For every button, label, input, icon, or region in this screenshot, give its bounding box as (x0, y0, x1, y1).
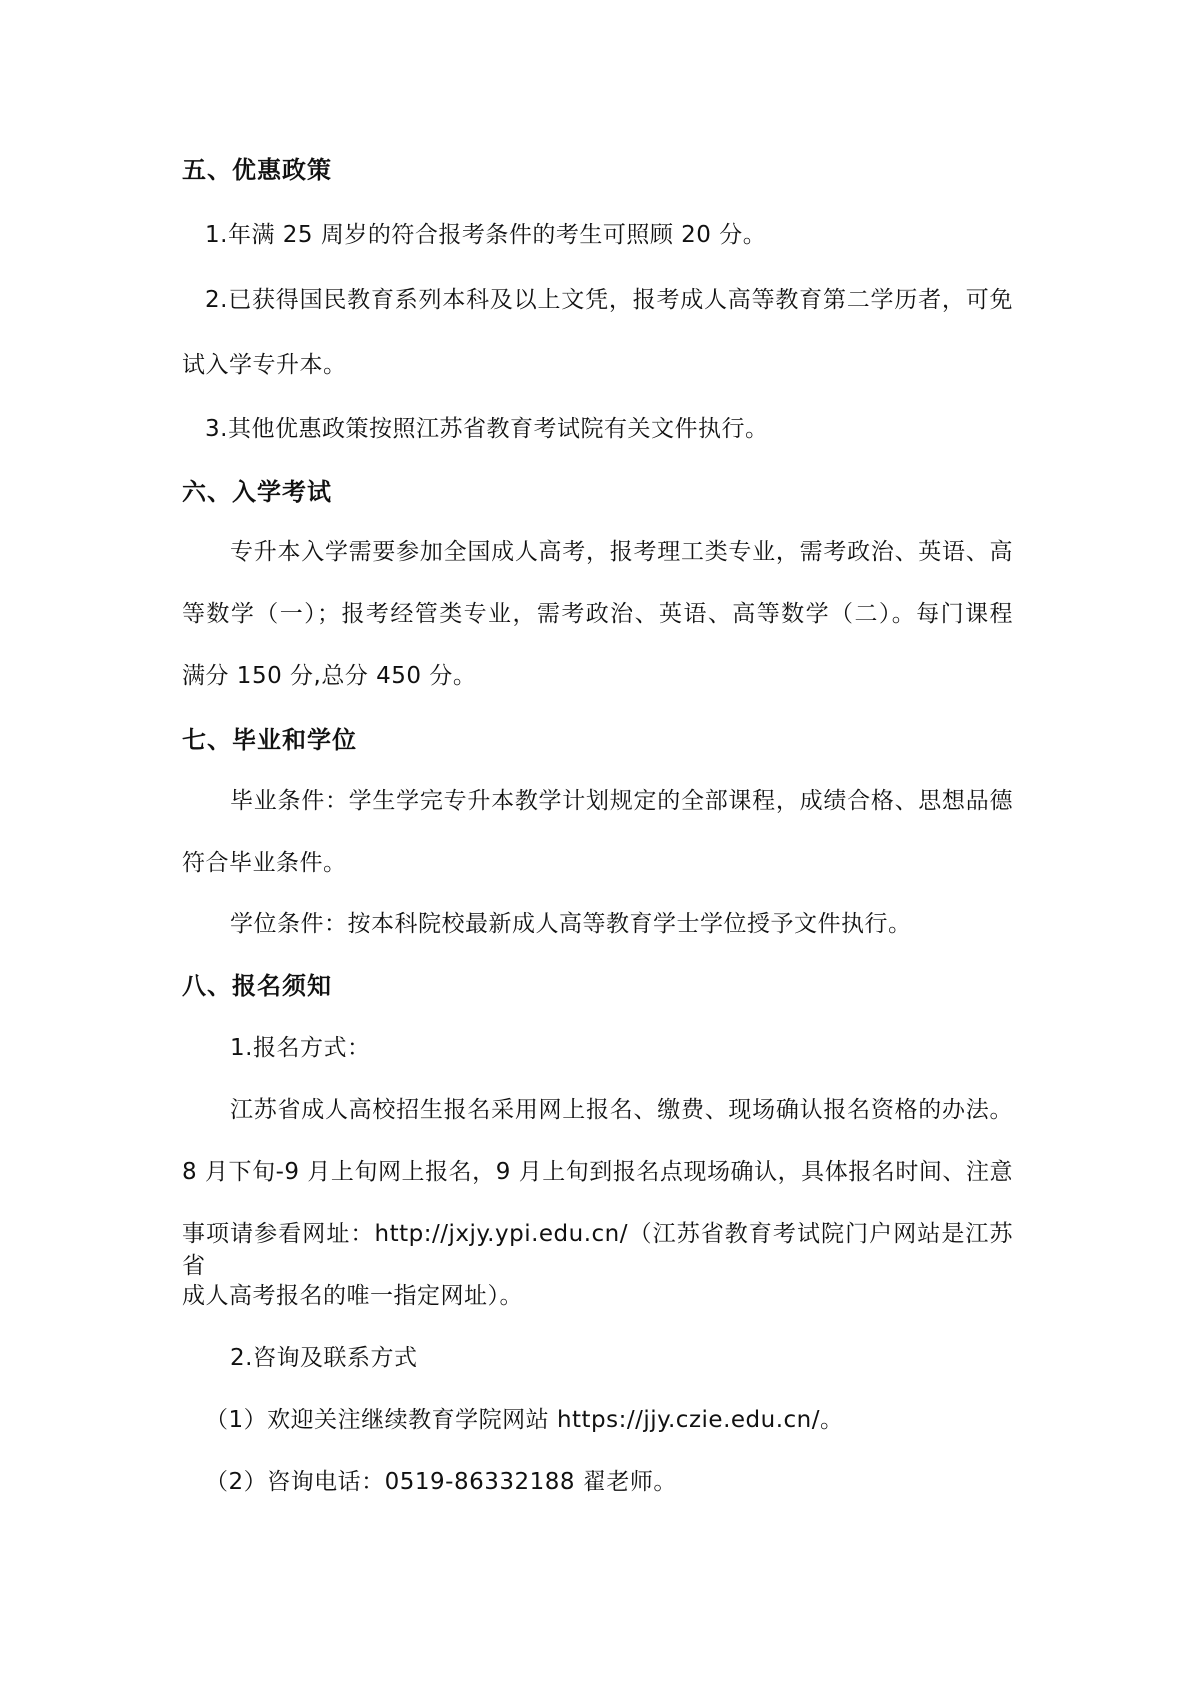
contact-title: 2.咨询及联系方式 (230, 1345, 418, 1371)
policy-item-2-line-1: 2.已获得国民教育系列本科及以上文凭，报考成人高等教育第二学历者，可免 (205, 287, 1013, 313)
contact-website: （1）欢迎关注继续教育学院网站 https://jjy.czie.edu.cn/。 (205, 1407, 844, 1433)
contact-phone: （2）咨询电话：0519-86332188 翟老师。 (205, 1469, 677, 1495)
registration-method-line-2: 8 月下旬-9 月上旬网上报名，9 月上旬到报名点现场确认，具体报名时间、注意 (182, 1159, 1013, 1185)
section-heading-graduation-degree: 七、毕业和学位 (182, 726, 357, 754)
exam-paragraph-line-1: 专升本入学需要参加全国成人高考，报考理工类专业，需考政治、英语、高 (230, 539, 1013, 565)
registration-method-title: 1.报名方式： (230, 1035, 371, 1061)
section-heading-preferential-policy: 五、优惠政策 (182, 156, 332, 184)
registration-method-line-4: 成人高考报名的唯一指定网址）。 (182, 1283, 523, 1309)
policy-item-3: 3.其他优惠政策按照江苏省教育考试院有关文件执行。 (205, 416, 769, 442)
degree-conditions: 学位条件：按本科院校最新成人高等教育学士学位授予文件执行。 (230, 911, 912, 937)
exam-paragraph-line-3: 满分 150 分,总分 450 分。 (182, 663, 477, 689)
exam-paragraph-line-2: 等数学（一）；报考经管类专业，需考政治、英语、高等数学（二）。每门课程 (182, 601, 1013, 627)
registration-method-line-1: 江苏省成人高校招生报名采用网上报名、缴费、现场确认报名资格的办法。 (230, 1097, 1013, 1123)
section-heading-registration-notice: 八、报名须知 (182, 972, 332, 1000)
policy-item-1: 1.年满 25 周岁的符合报考条件的考生可照顾 20 分。 (205, 222, 767, 248)
graduation-conditions-line-1: 毕业条件：学生学完专升本教学计划规定的全部课程，成绩合格、思想品德 (230, 788, 1013, 814)
section-heading-entrance-exam: 六、入学考试 (182, 478, 332, 506)
policy-item-2-line-2: 试入学专升本。 (182, 352, 347, 378)
graduation-conditions-line-2: 符合毕业条件。 (182, 850, 347, 876)
registration-method-line-3: 事项请参看网址：http://jxjy.ypi.edu.cn/（江苏省教育考试院门户网站是江苏省 (182, 1221, 1013, 1279)
